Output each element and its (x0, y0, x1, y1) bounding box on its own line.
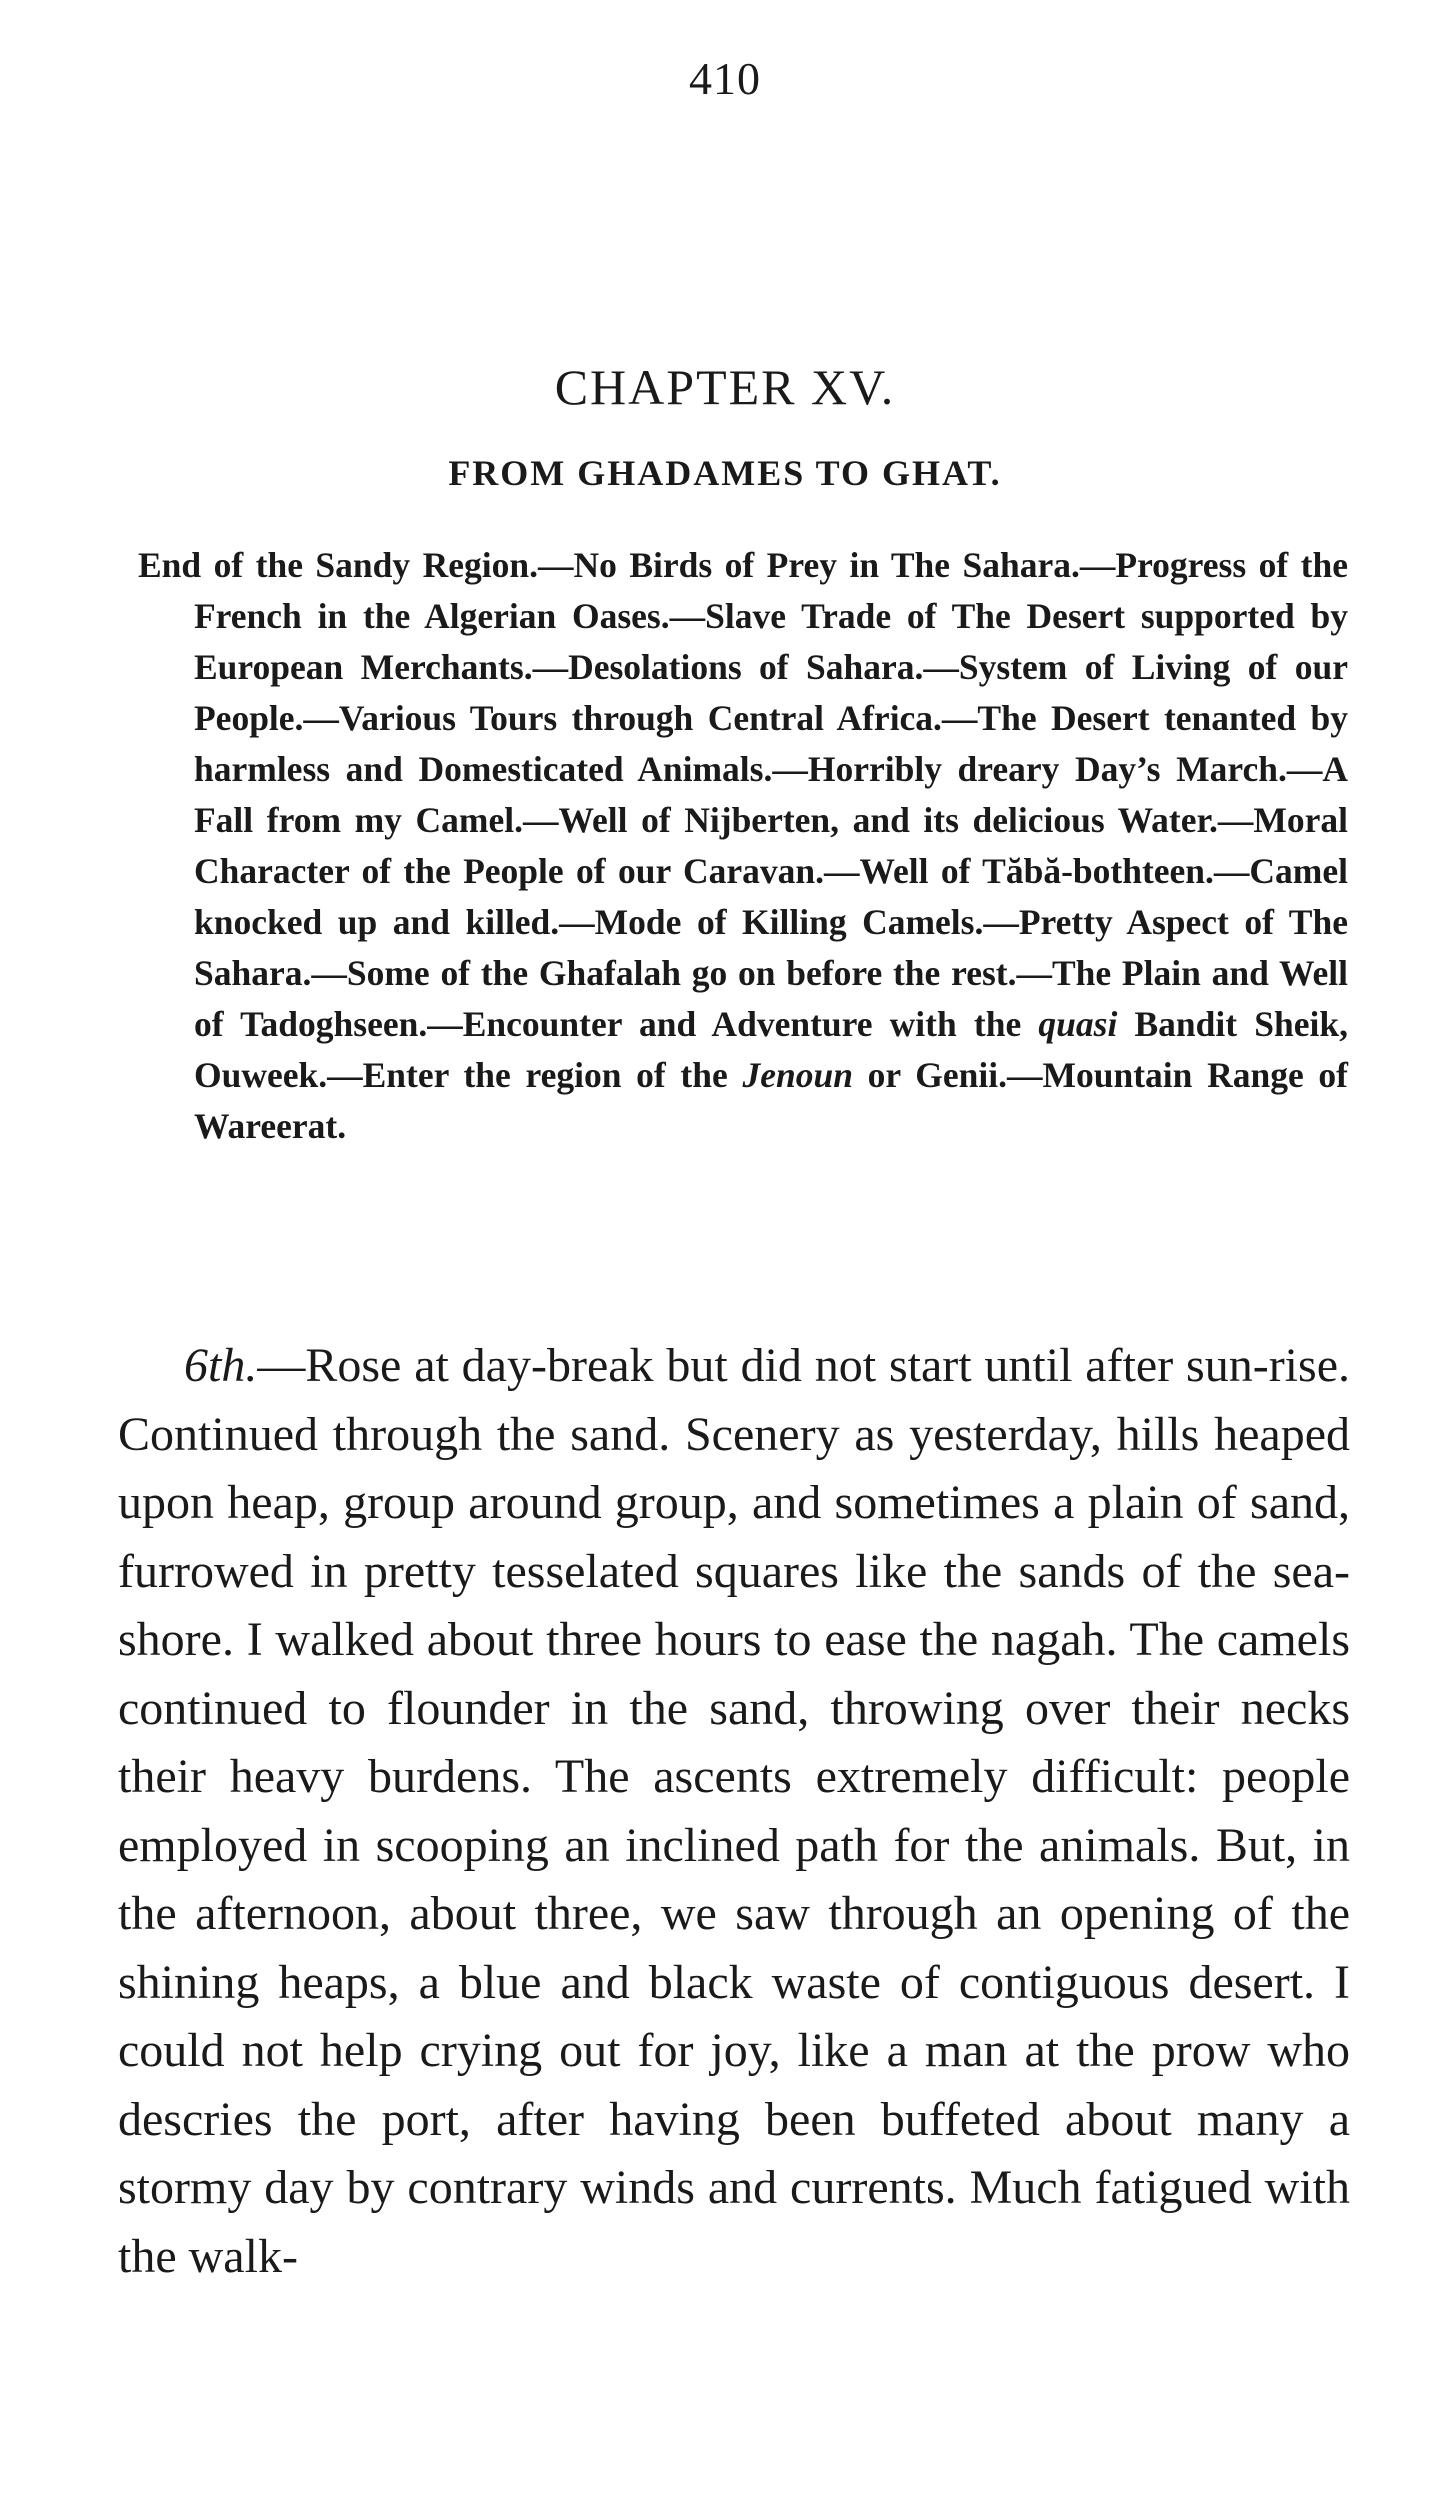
chapter-title: CHAPTER XV. (554, 359, 896, 415)
chapter-subtitle: FROM GHADAMES TO GHAT. (448, 453, 1002, 493)
body-text: —Rose at day-break but did not start until after sun-rise. Continued through the sand. Scenery as yesterday, hills heaped upon heap, group around group, and sometimes a plain of sand, furrowed in pretty tesselated squares like the sands of the sea-shore. I walked about three hours to ease the nagah. The camels continued to flounder in the sand, throwing over their necks their heavy burdens. The ascents extremely difficult: people employed in scooping an inclined path for the animals. But, in the afternoon, about three, we saw through an opening of the shining heaps, a blue and black waste of contiguous desert. I could not help crying out for joy, like a man at the prow who descries the port, after having been buffeted about many a stormy day by contrary winds and currents. Much fatigued with the walk- (118, 1339, 1350, 2283)
synopsis-italic-jenoun: Jenoun (742, 1055, 853, 1095)
synopsis-text: Bandit Sheik, Ouweek.—Enter the region of the (194, 1004, 1348, 1095)
page-number: 410 (689, 53, 761, 104)
synopsis-text: or Genii.—Mountain Range of Wareerat. (194, 1055, 1348, 1146)
body-paragraph (118, 1332, 1350, 2291)
synopsis-text: End of the Sandy Region.—No Birds of Prey in The Sahara.—Progress of the French in the Algerian Oases.—Slave Trade of The Desert supported by European Merchants.—Desolations of Sahara.—System of Living of our People.—Various Tours through Central Africa.—The Desert tenanted by harmless and Domesticated Animals.—Horribly dreary Day’s March.—A Fall from my Camel.—Well of Nijberten, and its delicious Water.—Moral Character of the People of our Caravan.—Well of Tăbă-bothteen.—Camel knocked up and killed.—Mode of Killing Camels.—Pretty Aspect of The Sahara.—Some of the Ghafalah go on before the rest.—The Plain and Well of Tadoghseen.—Encounter and Adventure with the (138, 545, 1348, 1044)
entry-date: 6th. (184, 1339, 258, 1392)
synopsis-italic-quasi: quasi (1038, 1004, 1118, 1044)
chapter-synopsis (138, 540, 1348, 1152)
